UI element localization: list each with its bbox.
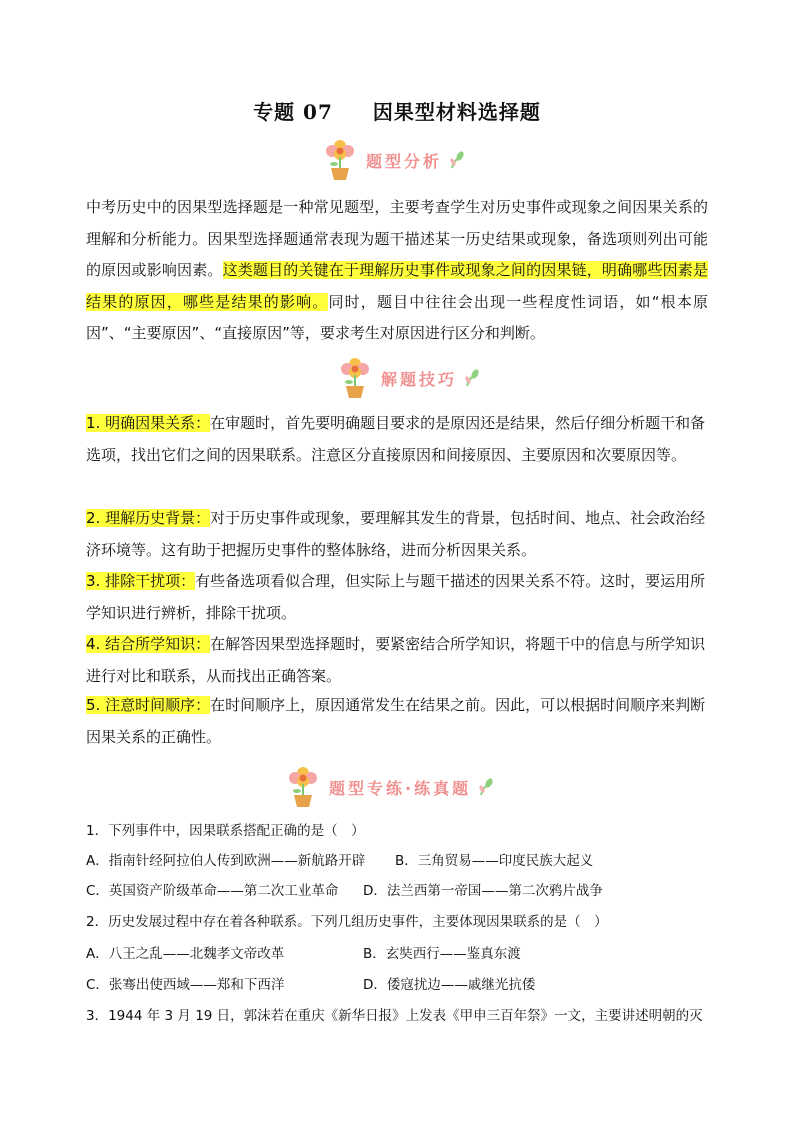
leaf-sprout-icon xyxy=(463,368,479,388)
section-label: 题型专练·练真题 xyxy=(329,778,472,798)
leaf-sprout-icon xyxy=(477,777,493,797)
page-title xyxy=(0,96,794,125)
option-d: D．倭寇扰边——戚继光抗倭 xyxy=(363,977,536,993)
option-row xyxy=(86,970,726,1000)
option-row xyxy=(86,846,726,876)
title-number: 专题 07 xyxy=(253,100,333,124)
tip-label: 1. 明确因果关系： xyxy=(86,414,211,432)
tip-item xyxy=(86,690,708,753)
highlighted-text: 这类题目的关键在于理解历史事件或现象之间的因果链，明确哪些因素是结果的原因，哪些是结果的影响。 xyxy=(86,261,708,311)
tip-item xyxy=(86,503,708,566)
tip-label: 3. 排除干扰项： xyxy=(86,572,196,590)
tip-label: 2. 理解历史背景： xyxy=(86,509,211,527)
tip-text: 有些备选项看似合理，但实际上与题干描述的因果关系不符。这时，要运用所学知识进行辨析，排除干扰项。 xyxy=(86,572,706,622)
option-b: B．玄奘西行——鉴真东渡 xyxy=(363,946,521,962)
section-label: 解题技巧 xyxy=(381,369,458,389)
tip-item xyxy=(86,629,708,692)
tip-text: 在时间顺序上，原因通常发生在结果之前。因此，可以根据时间顺序来判断因果关系的正确性。 xyxy=(86,696,706,746)
question-stem: 2．历史发展过程中存在着各种联系。下列几组历史事件，主要体现因果联系的是（ ） xyxy=(86,914,608,930)
title-text: 因果型材料选择题 xyxy=(372,100,541,124)
section-label: 题型分析 xyxy=(366,151,443,171)
question-stem: 3．1944 年 3 月 19 日，郭沫若在重庆《新华日报》上发表《甲申三百年祭》一文，主要讲述明朝的灭 xyxy=(86,1008,703,1024)
option-a: A．指南针经阿拉伯人传到欧洲——新航路开辟 xyxy=(86,853,366,869)
option-c: C．英国资产阶级革命——第二次工业革命 xyxy=(86,883,339,899)
tip-item xyxy=(86,566,708,629)
flower-pot-icon xyxy=(322,138,358,182)
section-heading-practice xyxy=(0,765,794,809)
flower-pot-icon xyxy=(337,356,373,400)
option-row xyxy=(86,939,726,969)
section-heading-skills xyxy=(0,356,794,400)
option-a: A．八王之乱——北魏孝文帝改革 xyxy=(86,946,285,962)
option-c: C．张骞出使西域——郑和下西洋 xyxy=(86,977,285,993)
tip-label: 4. 结合所学知识： xyxy=(86,635,211,653)
leaf-sprout-icon xyxy=(448,150,464,170)
tip-text: 在审题时，首先要明确题目要求的是原因还是结果，然后仔细分析题干和备选项，找出它们之间的因果联系。注意区分直接原因和间接原因、主要原因和次要原因等。 xyxy=(86,414,706,464)
tip-label: 5. 注意时间顺序： xyxy=(86,696,211,714)
tip-text: 对于历史事件或现象，要理解其发生的背景，包括时间、地点、社会政治经济环境等。这有助于把握历史事件的整体脉络，进而分析因果关系。 xyxy=(86,509,706,559)
flower-pot-icon xyxy=(285,765,321,809)
option-b: B．三角贸易——印度民族大起义 xyxy=(395,853,594,869)
option-row xyxy=(86,876,726,906)
option-d: D．法兰西第一帝国——第二次鸦片战争 xyxy=(363,883,603,899)
intro-paragraph: 中考历史中的因果型选择题是一种常见题型，主要考查学生对历史事件或现象之间因果关系的理解和分析能力。因果型选择题通常表现为题干描述某一历史结果或现象，备选项则列出可能的原因或影响因素。这类题目的关键在于理解历史事件或现象之间的因果链，明确哪些因素是结果的原因，哪些是结果的影响。同时，题目中往往会出现一些程度性词语，如“根本原因”、“主要原因”、“直接原因”等，要求考生对原因进行区分和判断。 xyxy=(86,198,708,342)
question-stem: 1．下列事件中，因果联系搭配正确的是（ ） xyxy=(86,823,365,839)
section-heading-analysis xyxy=(0,138,794,182)
tip-text: 在解答因果型选择题时，要紧密结合所学知识，将题干中的信息与所学知识进行对比和联系，从而找出正确答案。 xyxy=(86,635,706,685)
tip-item xyxy=(86,408,708,471)
